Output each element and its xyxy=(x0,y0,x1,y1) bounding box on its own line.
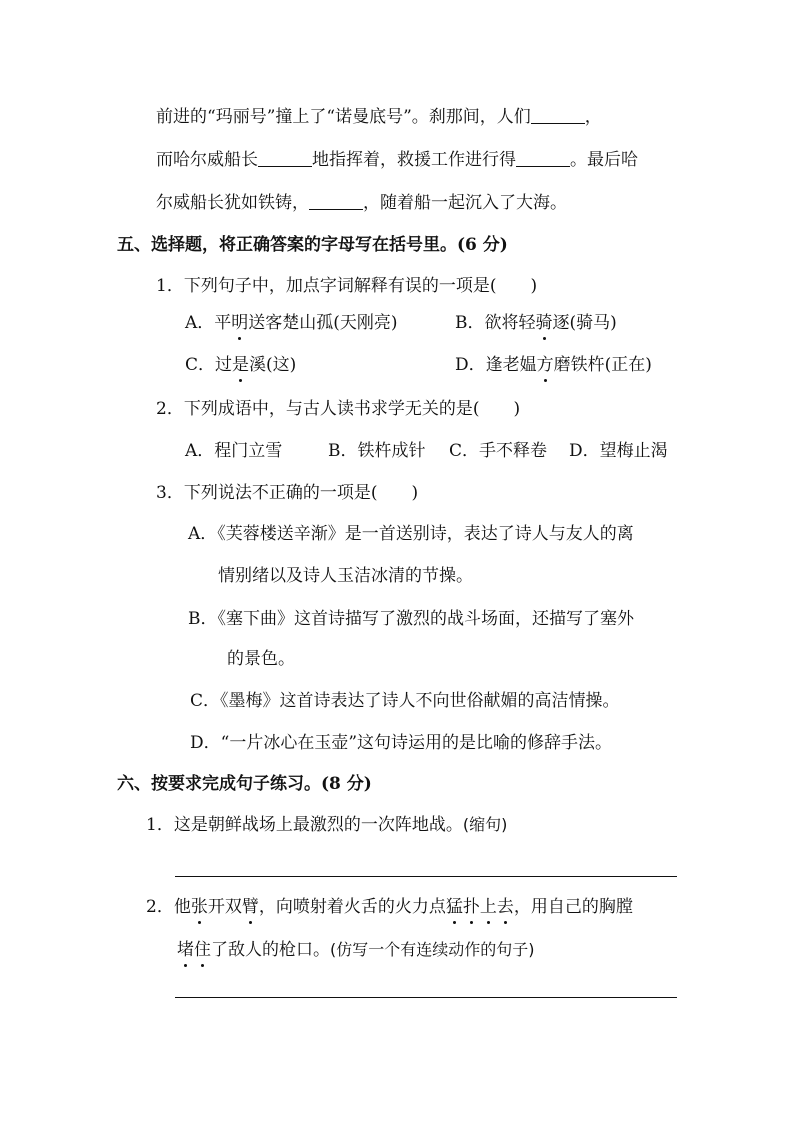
fill-blank-4[interactable] xyxy=(309,191,363,210)
q5-3-option-b-line1[interactable]: B．《塞下曲》这首诗描写了激烈的战斗场面，还描写了塞外 xyxy=(188,609,634,629)
q6-1-text: 1．这是朝鲜战场上最激烈的一次阵地战。(缩句) xyxy=(146,815,508,835)
q6-1-answer-line[interactable] xyxy=(175,876,677,877)
fill-blank-3[interactable] xyxy=(516,148,570,167)
q5-2-option-d[interactable]: D．望梅止渴 xyxy=(569,441,668,461)
passage-line-2: 而哈尔威船长 地指挥着，救援工作进行得 。最后哈 xyxy=(156,150,638,170)
q5-3-option-c[interactable]: C．《墨梅》这首诗表达了诗人不向世俗献媚的高洁情操。 xyxy=(190,691,620,711)
q5-1-option-c[interactable]: C．过是溪(这) xyxy=(185,355,297,375)
dotted-char: 臂 xyxy=(241,897,259,917)
fill-blank-2[interactable] xyxy=(258,148,312,167)
section-6-title: 六、按要求完成句子练习。(8 分) xyxy=(117,774,372,794)
fill-blank-1[interactable] xyxy=(531,105,585,124)
q5-2-option-a[interactable]: A．程门立雪 xyxy=(185,441,283,461)
q5-3-stem: 3．下列说法不正确的一项是( ) xyxy=(156,483,419,503)
dotted-char: 张 xyxy=(190,897,208,917)
dotted-char: 明 xyxy=(231,313,249,333)
passage-line-3: 尔威船长犹如铁铸， ，随着船一起沉入了大海。 xyxy=(156,193,567,213)
dotted-char: 扑 xyxy=(462,897,480,917)
q5-3-option-a-line1[interactable]: A．《芙蓉楼送辛渐》是一首送别诗，表达了诗人与友人的离 xyxy=(188,524,634,544)
q5-1-option-a[interactable]: A．平明送客楚山孤(天刚亮) xyxy=(185,313,398,333)
q5-3-option-b-line2[interactable]: 的景色。 xyxy=(227,649,295,669)
q5-1-stem: 1．下列句子中，加点字词解释有误的一项是( ) xyxy=(156,276,538,296)
dotted-char: 去 xyxy=(496,897,514,917)
dotted-char: 猛 xyxy=(445,897,463,917)
q5-3-option-a-line2[interactable]: 情别绪以及诗人玉洁冰清的节操。 xyxy=(218,566,473,586)
q6-2-line2: 堵住了敌人的枪口。(仿写一个有连续动作的句子) xyxy=(177,940,535,960)
passage-line-1: 前进的“玛丽号”撞上了“诺曼底号”。刹那间，人们 ， xyxy=(156,107,602,127)
q5-2-option-c[interactable]: C．手不释卷 xyxy=(449,441,548,461)
q5-2-option-b[interactable]: B．铁杵成针 xyxy=(328,441,426,461)
q6-2-answer-line[interactable] xyxy=(175,997,677,998)
q5-3-option-d[interactable]: D．“一片冰心在玉壶”这句诗运用的是比喻的修辞手法。 xyxy=(190,733,613,753)
q5-1-option-b[interactable]: B．欲将轻骑逐(骑马) xyxy=(455,313,617,333)
section-5-title: 五、选择题，将正确答案的字母写在括号里。(6 分) xyxy=(117,235,508,255)
dotted-char: 是 xyxy=(232,355,250,375)
dotted-char: 堵 xyxy=(177,940,194,960)
q5-1-option-d[interactable]: D．逢老媪方磨铁杵(正在) xyxy=(455,355,652,375)
dotted-char: 骑 xyxy=(535,313,553,333)
dotted-char: 方 xyxy=(536,355,554,375)
dotted-char: 住 xyxy=(194,940,211,960)
q6-2-line1: 2．他张开双臂，向喷射着火舌的火力点猛扑上去，用自己的胸膛 xyxy=(146,897,633,917)
dotted-char: 上 xyxy=(479,897,497,917)
q5-2-stem: 2．下列成语中，与古人读书求学无关的是( ) xyxy=(156,399,521,419)
